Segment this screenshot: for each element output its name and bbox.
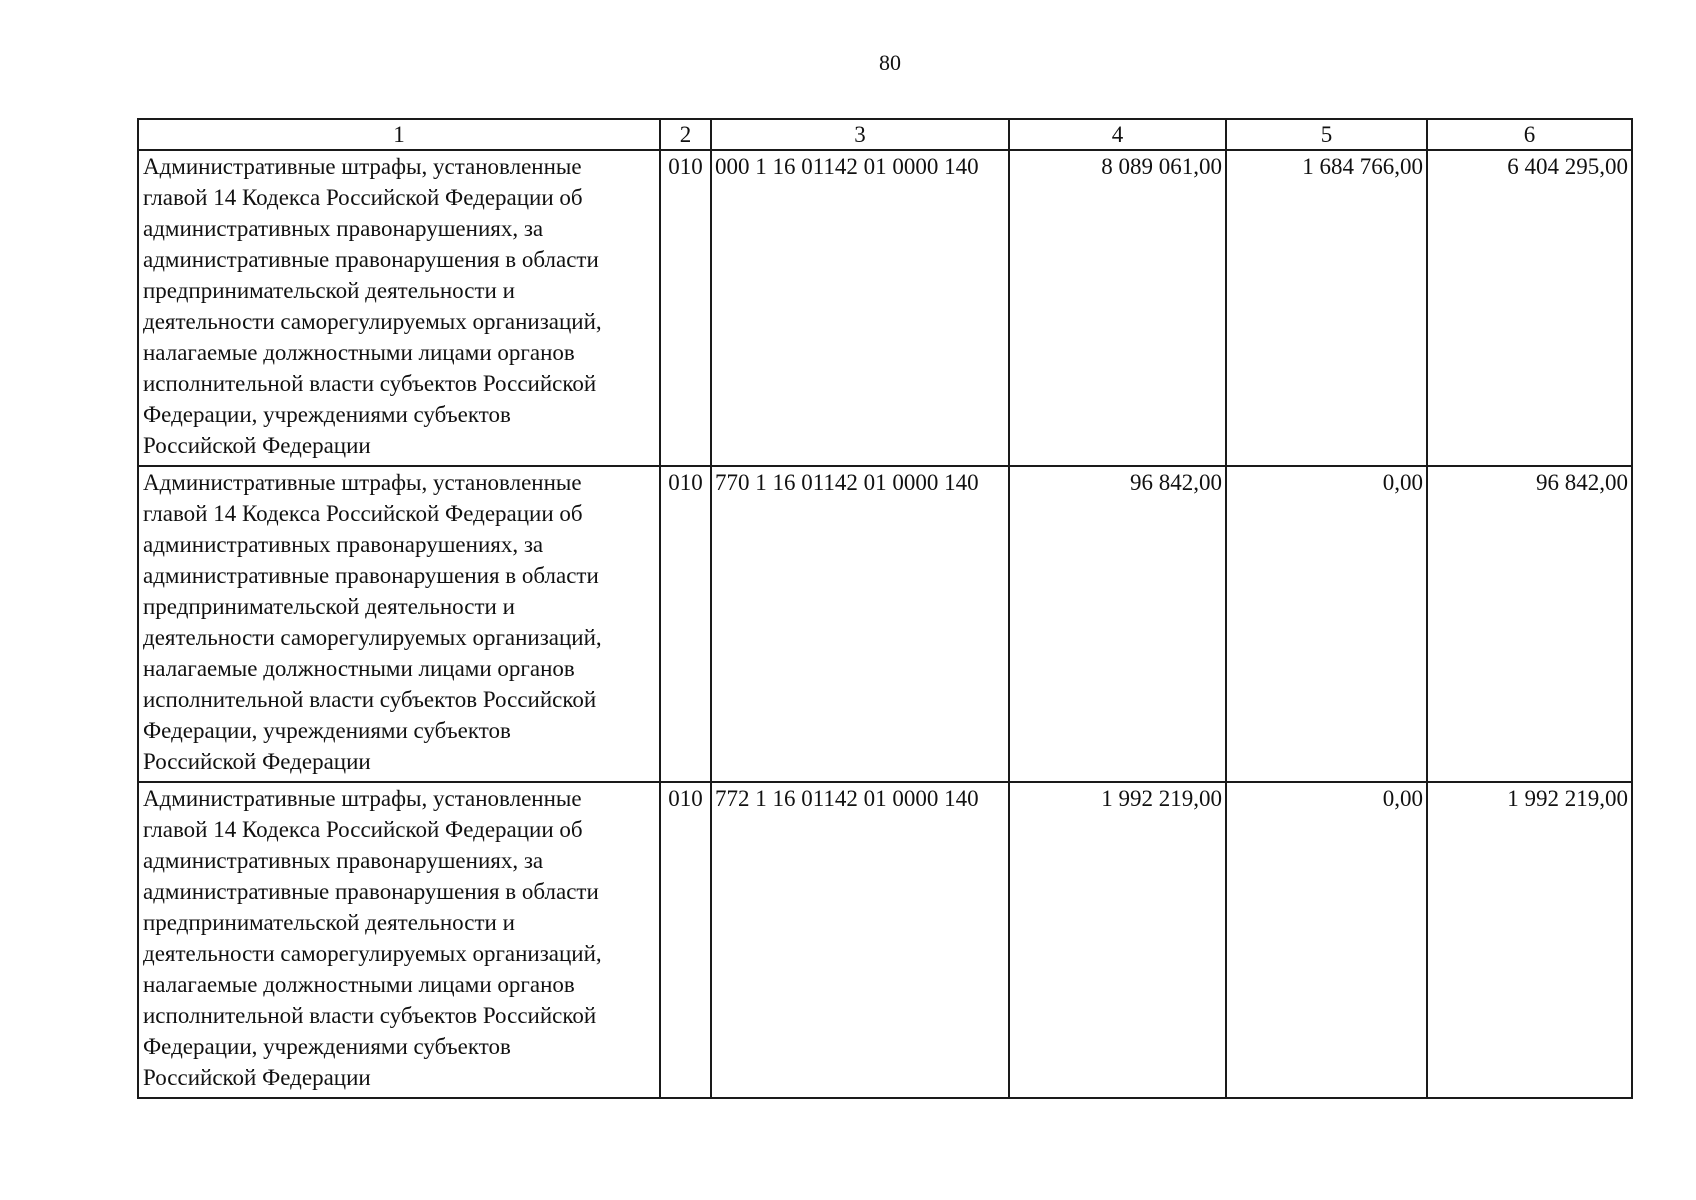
column-header-6: 6	[1427, 119, 1632, 150]
description-line: налагаемые должностными лицами органов	[143, 656, 575, 681]
row-col4-amount: 96 842,00	[1009, 466, 1226, 782]
header-row	[138, 119, 1632, 150]
description-line: административные правонарушения в области	[143, 563, 599, 588]
description-line: административных правонарушениях, за	[143, 216, 544, 241]
description-line: налагаемые должностными лицами органов	[143, 972, 575, 997]
description-line: административных правонарушениях, за	[143, 848, 544, 873]
description-line: налагаемые должностными лицами органов	[143, 340, 575, 365]
row-col5-amount: 1 684 766,00	[1226, 150, 1427, 466]
row-income-code: 770 1 16 01142 01 0000 140	[711, 466, 1009, 782]
row-col4-amount: 8 089 061,00	[1009, 150, 1226, 466]
description-line: Административные штрафы, установленные	[143, 786, 582, 811]
description-line: предпринимательской деятельности и	[143, 594, 515, 619]
row-col5-amount: 0,00	[1226, 466, 1427, 782]
row-line-code: 010	[660, 466, 711, 782]
description-line: предпринимательской деятельности и	[143, 910, 515, 935]
description-line: деятельности саморегулируемых организаций,	[143, 309, 602, 334]
description-line: деятельности саморегулируемых организаций,	[143, 625, 602, 650]
column-header-2: 2	[660, 119, 711, 150]
row-line-code: 010	[660, 150, 711, 466]
row-col6-amount: 96 842,00	[1427, 466, 1632, 782]
row-col4-amount: 1 992 219,00	[1009, 782, 1226, 1098]
column-header-1: 1	[138, 119, 660, 150]
description-line: исполнительной власти субъектов Российской	[143, 1003, 597, 1028]
report-table	[137, 118, 1633, 1099]
page-number: 80	[879, 50, 901, 75]
table-row	[138, 466, 1632, 782]
description-line: административные правонарушения в области	[143, 879, 599, 904]
description-line: предпринимательской деятельности и	[143, 278, 515, 303]
description-line: Российской Федерации	[143, 1065, 371, 1090]
description-line: Российской Федерации	[143, 433, 371, 458]
row-line-code: 010	[660, 782, 711, 1098]
row-description	[138, 782, 660, 1098]
description-line: исполнительной власти субъектов Российской	[143, 371, 597, 396]
table-row	[138, 150, 1632, 466]
row-description	[138, 150, 660, 466]
description-line: Федерации, учреждениями субъектов	[143, 718, 511, 743]
description-line: Административные штрафы, установленные	[143, 470, 582, 495]
table-header	[138, 119, 1632, 150]
description-line: Российской Федерации	[143, 749, 371, 774]
description-line: Федерации, учреждениями субъектов	[143, 402, 511, 427]
row-col6-amount: 6 404 295,00	[1427, 150, 1632, 466]
column-header-5: 5	[1226, 119, 1427, 150]
description-line: главой 14 Кодекса Российской Федерации об	[143, 501, 583, 526]
description-line: деятельности саморегулируемых организаций,	[143, 941, 602, 966]
row-income-code: 772 1 16 01142 01 0000 140	[711, 782, 1009, 1098]
table-row	[138, 782, 1632, 1098]
row-income-code: 000 1 16 01142 01 0000 140	[711, 150, 1009, 466]
row-col5-amount: 0,00	[1226, 782, 1427, 1098]
column-header-4: 4	[1009, 119, 1226, 150]
description-line: Федерации, учреждениями субъектов	[143, 1034, 511, 1059]
description-line: исполнительной власти субъектов Российской	[143, 687, 597, 712]
column-header-3: 3	[711, 119, 1009, 150]
description-line: Административные штрафы, установленные	[143, 154, 582, 179]
description-line: административные правонарушения в области	[143, 247, 599, 272]
description-line: административных правонарушениях, за	[143, 532, 544, 557]
row-description	[138, 466, 660, 782]
description-line: главой 14 Кодекса Российской Федерации об	[143, 817, 583, 842]
row-col6-amount: 1 992 219,00	[1427, 782, 1632, 1098]
table-body	[138, 150, 1632, 1098]
description-line: главой 14 Кодекса Российской Федерации об	[143, 185, 583, 210]
